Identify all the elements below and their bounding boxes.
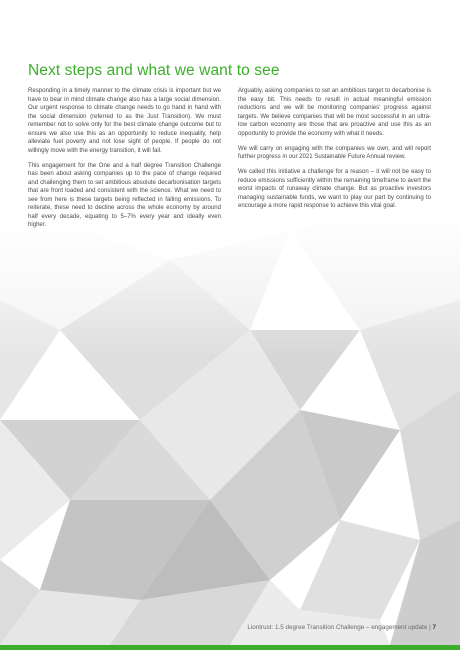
left-column [28, 87, 221, 236]
paragraph: Arguably, asking companies to set an ambitious target to decarbonise is the easy bit. This needs to result in actual meaningful emission reductions and we will be monitoring companies' progress against targets. We believe companies that will be most successful in an ultra-low carbon economy are those that are proactive and use this as an opportunity to provide the economy with what it needs. [238, 88, 431, 137]
bottom-accent-bar [0, 645, 460, 650]
page-title: Next steps and what we want to see [28, 62, 280, 79]
paragraph: We will carry on engaging with the companies we own, and will report further progress in our 2021 Sustainable Future Annual review. [238, 145, 431, 160]
paragraph: Responding in a timely manner to the climate crisis is important but we have to bear in mind climate change also has a large social dimension. Our urgent response to climate change needs to go hand in hand with the social dimension (referred to as the Just Transition). We must remember not to solve only for the best climate change outcome but to ensure we also use this as an opportunity to reduce inequality, help alleviate fuel poverty and not lose sight of people. If people do not willingly move with the energy transition, it will fail. [28, 88, 221, 154]
paragraph: This engagement for the One and a half degree Transition Challenge has been about asking companies up to the pace of change required and challenging them to set ambitious absolute decarbonisation targets that are front loaded and consistent with the science. What we need to see from here is these targets being reflected in falling emissions. To reiterate, these need to decline across the whole economy by around half every decade, equating to 5–7% every year and ideally even higher. [28, 162, 221, 228]
footer-separator: | [429, 624, 431, 631]
page-footer [247, 624, 436, 631]
paragraph: We called this initiative a challenge for a reason – it will not be easy to reduce emissions sufficiently within the remaining timeframe to avert the worst impacts of runaway climate change. But as proactive investors managing sustainable funds, we want to play our part by continuing to encourage a more rapid response to achieve this vital goal. [238, 169, 431, 209]
page-number: 7 [432, 624, 436, 631]
right-column [238, 87, 431, 217]
footer-text: Liontrust: 1.5 degree Transition Challenge – engagement update [247, 624, 428, 631]
